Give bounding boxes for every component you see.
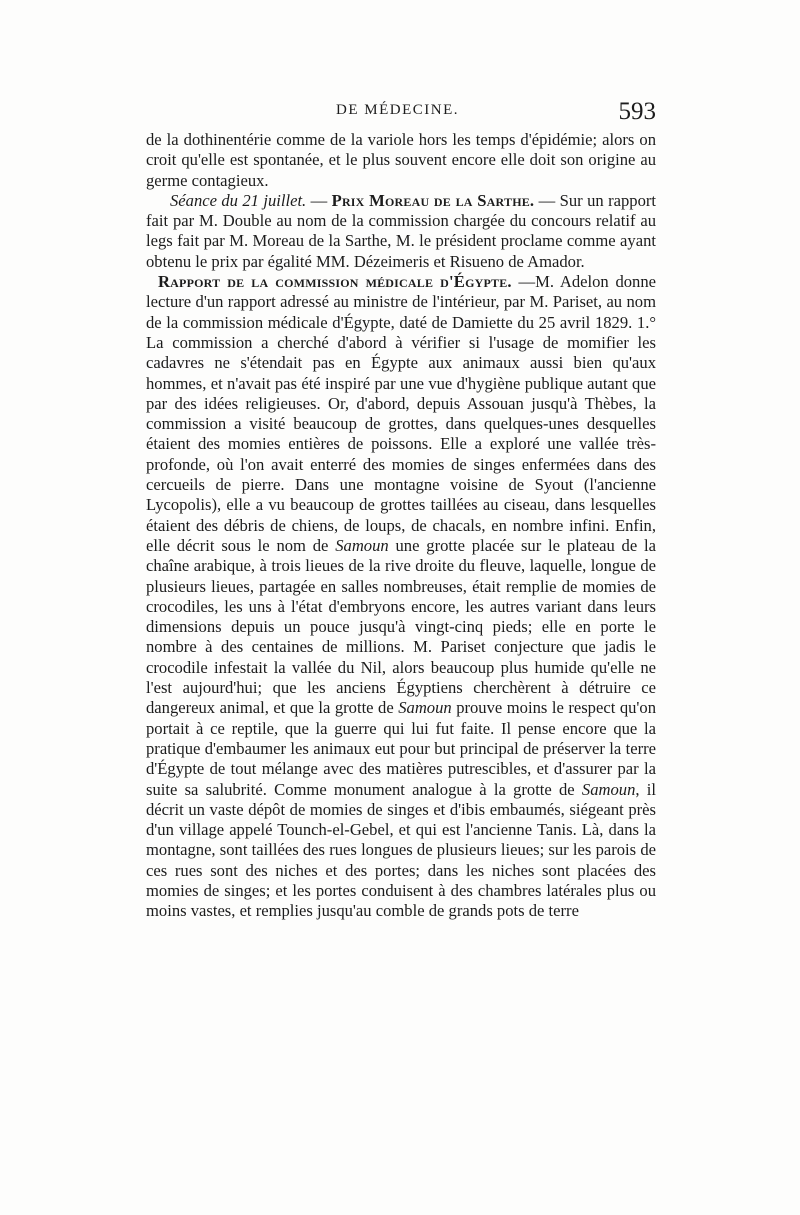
paragraph-text: , il décrit un vaste dépôt de momies de singes et d'ibis embaumés, siégeant près d'un village appelé Tounch-el-Gebel, et qui est l'ancienne Tanis. Là, dans la montagne, sont taillées des rues longues de plusieurs lieues; sur les parois de ces rues sont des niches et des portes; dans les niches sont placées des momies de singes; et les portes conduisent à des chambres latérales plus ou moins vastes, et remplies jusqu'au comble de grands pots de terre: [146, 779, 656, 921]
page-number: 593: [618, 98, 656, 125]
paragraph-text: prouve moins le respect qu'on portait à ce reptile, que la guerre qui lui fut faite. Il pense encore que la pratique d'embaumer les animaux eut pour but principal de préserver la terre d'Égypte de tout mélange avec des matières putrescibles, et d'assurer par la suite sa salubrité. Comme monument analogue à la grotte de: [146, 698, 656, 799]
page-header: [146, 98, 656, 132]
paragraph-text: —M. Adelon donne lecture d'un rapport adressé au ministre de l'intérieur, par M. Pariset, au nom de la commission médicale d'Égypte, daté de Damiette du 25 avril 1829. 1.° La commission a cherché d'abord à vérifier si l'usage de momifier les cadavres ne s'étendait pas en Égypte aux animaux aussi bien qu'aux hommes, et n'avait pas été inspiré par une vue d'hygiène publique autant que par des idées religieuses. Or, d'abord, depuis Assouan jusqu'à Thèbes, la commission a visité beaucoup de grottes, dans quelques-unes desquelles étaient des momies entières de poissons. Elle a exploré une vallée très-profonde, où l'on avait enterré des momies de singes enfermées dans des cercueils de pierre. Dans une montagne voisine de Syout (l'ancienne Lycopolis), elle a vu beaucoup de grottes taillées au ciseau, dans lesquelles étaient des débris de chiens, de loups, de chacals, en nombre infini. Enfin, elle décrit sous le nom de: [146, 272, 656, 555]
paragraph-text: une grotte placée sur le plateau de la chaîne arabique, à trois lieues de la rive droite du fleuve, laquelle, longue de plusieurs lieues, partagée en salles nombreuses, était remplie de momies de crocodiles, les uns à l'état d'embryons encore, les autres variant dans leurs dimensions depuis un pouce jusqu'à vingt-cinq pieds; elle en porte le nombre à des centaines de millions. M. Pariset conjecture que jadis le crocodile infestait la vallée du Nil, alors beaucoup plus humide qu'elle ne l'est aujourd'hui; que les anciens Égyptiens cherchèrent à détruire ce dangereux animal, et que la grotte de: [146, 535, 657, 718]
place-name: Samoun: [398, 698, 452, 718]
dash-separator: —: [306, 190, 332, 210]
paragraph-continuation: de la dothinentérie comme de la variole hors les temps d'épidémie; alors on croit qu'elle est spontanée, et le plus souvent encore elle doit son origine au germe contagieux.: [146, 130, 656, 190]
section-heading-prix: Prix Moreau de la Sarthe.: [331, 190, 535, 210]
paragraph-text: — Sur un rapport fait par M. Double au nom de la commission chargée du concours relatif au legs fait par M. Moreau de la Sarthe, M. le président proclame comme ayant obtenu le prix par égalité MM. Dézeimeris et Risueno de Amador.: [146, 190, 657, 271]
paragraph-rapport-egypte: [146, 272, 656, 922]
section-heading-rapport: Rapport de la commission médicale d'Égypte.: [158, 272, 512, 292]
place-name: Samoun: [335, 535, 389, 555]
body-text: [146, 130, 656, 922]
running-head: DE MÉDECINE.: [336, 102, 459, 118]
paragraph-prix-moreau: [146, 191, 656, 272]
session-date: Séance du 21 juillet.: [170, 190, 307, 210]
place-name: Samoun: [581, 779, 636, 799]
